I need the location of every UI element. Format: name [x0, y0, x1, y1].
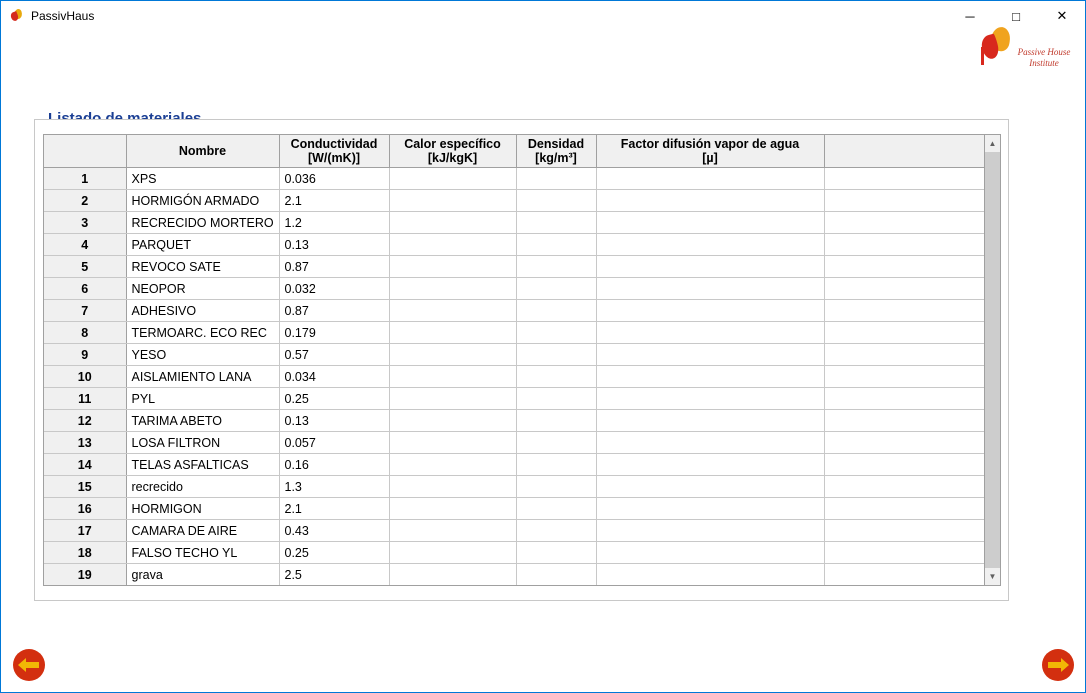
- row-number-cell[interactable]: 13: [44, 432, 126, 454]
- cell-calor-especifico[interactable]: [389, 388, 516, 410]
- cell-nombre[interactable]: grava: [126, 564, 279, 586]
- cell-nombre[interactable]: TELAS ASFALTICAS: [126, 454, 279, 476]
- vertical-scrollbar[interactable]: [984, 134, 1001, 586]
- cell-calor-especifico[interactable]: [389, 432, 516, 454]
- table-row[interactable]: [44, 454, 984, 476]
- table-row[interactable]: [44, 344, 984, 366]
- row-number-cell[interactable]: 2: [44, 190, 126, 212]
- table-row[interactable]: [44, 410, 984, 432]
- table-header-row: [44, 135, 984, 168]
- column-header-factor-line1: Factor difusión vapor de agua: [620, 137, 800, 151]
- cell-nombre[interactable]: NEOPOR: [126, 278, 279, 300]
- cell-conductividad[interactable]: 2.1: [279, 190, 389, 212]
- cell-calor-especifico[interactable]: [389, 190, 516, 212]
- cell-factor-difusion[interactable]: [596, 190, 824, 212]
- cell-filler: [824, 300, 984, 322]
- cell-factor-difusion[interactable]: [596, 476, 824, 498]
- logo-text-line1: Passive House: [1017, 47, 1071, 57]
- cell-conductividad[interactable]: 1.2: [279, 212, 389, 234]
- cell-factor-difusion[interactable]: [596, 234, 824, 256]
- row-number-cell[interactable]: 11: [44, 388, 126, 410]
- table-row[interactable]: [44, 322, 984, 344]
- cell-factor-difusion[interactable]: [596, 454, 824, 476]
- cell-factor-difusion[interactable]: [596, 278, 824, 300]
- row-number-cell[interactable]: 6: [44, 278, 126, 300]
- row-number-cell[interactable]: 10: [44, 366, 126, 388]
- materials-group-box: [34, 119, 1009, 601]
- cell-nombre[interactable]: AISLAMIENTO LANA: [126, 366, 279, 388]
- cell-filler: [824, 234, 984, 256]
- scroll-up-icon[interactable]: ▲: [985, 135, 1000, 152]
- cell-filler: [824, 388, 984, 410]
- cell-densidad[interactable]: [516, 432, 596, 454]
- table-row[interactable]: [44, 432, 984, 454]
- cell-conductividad[interactable]: 2.5: [279, 564, 389, 586]
- maximize-button[interactable]: □: [1012, 8, 1020, 24]
- column-header-calor-line1: Calor específico: [404, 137, 501, 151]
- next-arrow-button[interactable]: [1042, 649, 1074, 681]
- cell-conductividad[interactable]: 0.16: [279, 454, 389, 476]
- cell-calor-especifico[interactable]: [389, 542, 516, 564]
- cell-calor-especifico[interactable]: [389, 256, 516, 278]
- cell-filler: [824, 366, 984, 388]
- cell-densidad[interactable]: [516, 476, 596, 498]
- cell-conductividad[interactable]: 0.57: [279, 344, 389, 366]
- cell-nombre[interactable]: recrecido: [126, 476, 279, 498]
- materials-table: [44, 135, 984, 586]
- cell-factor-difusion[interactable]: [596, 520, 824, 542]
- table-row[interactable]: [44, 234, 984, 256]
- column-header-conductividad-line1: Conductividad: [290, 137, 378, 151]
- cell-factor-difusion[interactable]: [596, 256, 824, 278]
- cell-nombre[interactable]: HORMIGON: [126, 498, 279, 520]
- cell-filler: [824, 520, 984, 542]
- table-row[interactable]: [44, 564, 984, 586]
- cell-conductividad[interactable]: 0.13: [279, 410, 389, 432]
- cell-conductividad[interactable]: 0.13: [279, 234, 389, 256]
- column-header-nombre[interactable]: Nombre: [126, 135, 279, 168]
- cell-factor-difusion[interactable]: [596, 542, 824, 564]
- cell-filler: [824, 432, 984, 454]
- cell-calor-especifico[interactable]: [389, 476, 516, 498]
- cell-calor-especifico[interactable]: [389, 410, 516, 432]
- cell-calor-especifico[interactable]: [389, 212, 516, 234]
- title-bar: [1, 1, 1085, 31]
- table-row[interactable]: [44, 212, 984, 234]
- cell-factor-difusion[interactable]: [596, 300, 824, 322]
- cell-factor-difusion[interactable]: [596, 322, 824, 344]
- table-row[interactable]: [44, 278, 984, 300]
- cell-calor-especifico[interactable]: [389, 168, 516, 190]
- row-number-cell[interactable]: 14: [44, 454, 126, 476]
- row-number-cell[interactable]: 1: [44, 168, 126, 190]
- cell-densidad[interactable]: [516, 168, 596, 190]
- logo-text-line2: Institute: [1029, 58, 1059, 68]
- cell-filler: [824, 542, 984, 564]
- cell-nombre[interactable]: TARIMA ABETO: [126, 410, 279, 432]
- column-header-densidad-line2: [kg/m³]: [535, 151, 577, 165]
- cell-conductividad[interactable]: 0.25: [279, 542, 389, 564]
- cell-conductividad[interactable]: 0.036: [279, 168, 389, 190]
- cell-nombre[interactable]: LOSA FILTRON: [126, 432, 279, 454]
- cell-densidad[interactable]: [516, 520, 596, 542]
- cell-nombre[interactable]: FALSO TECHO YL: [126, 542, 279, 564]
- passive-house-institute-logo: [979, 27, 1075, 83]
- cell-calor-especifico[interactable]: [389, 322, 516, 344]
- row-number-cell[interactable]: 3: [44, 212, 126, 234]
- left-arrow-icon: [18, 657, 40, 673]
- cell-factor-difusion[interactable]: [596, 168, 824, 190]
- column-header-row-number[interactable]: [44, 135, 126, 168]
- cell-conductividad[interactable]: 0.034: [279, 366, 389, 388]
- cell-densidad[interactable]: [516, 190, 596, 212]
- scrollbar-thumb[interactable]: [985, 152, 1000, 572]
- column-header-calor-especifico[interactable]: [389, 135, 516, 168]
- cell-filler: [824, 564, 984, 586]
- cell-nombre[interactable]: YESO: [126, 344, 279, 366]
- cell-calor-especifico[interactable]: [389, 278, 516, 300]
- row-number-cell[interactable]: 9: [44, 344, 126, 366]
- cell-conductividad[interactable]: 0.25: [279, 388, 389, 410]
- cell-conductividad[interactable]: 2.1: [279, 498, 389, 520]
- minimize-button[interactable]: ─: [965, 8, 975, 24]
- cell-factor-difusion[interactable]: [596, 564, 824, 586]
- cell-calor-especifico[interactable]: [389, 344, 516, 366]
- cell-nombre[interactable]: ADHESIVO: [126, 300, 279, 322]
- cell-nombre[interactable]: XPS: [126, 168, 279, 190]
- row-number-cell[interactable]: 15: [44, 476, 126, 498]
- cell-nombre[interactable]: CAMARA DE AIRE: [126, 520, 279, 542]
- cell-calor-especifico[interactable]: [389, 564, 516, 586]
- materials-grid[interactable]: [43, 134, 984, 586]
- close-button[interactable]: ✕: [1056, 8, 1068, 23]
- table-row[interactable]: [44, 168, 984, 190]
- cell-nombre[interactable]: REVOCO SATE: [126, 256, 279, 278]
- cell-filler: [824, 498, 984, 520]
- row-number-cell[interactable]: 5: [44, 256, 126, 278]
- cell-calor-especifico[interactable]: [389, 498, 516, 520]
- cell-densidad[interactable]: [516, 234, 596, 256]
- cell-factor-difusion[interactable]: [596, 366, 824, 388]
- cell-calor-especifico[interactable]: [389, 366, 516, 388]
- cell-filler: [824, 454, 984, 476]
- cell-factor-difusion[interactable]: [596, 432, 824, 454]
- cell-conductividad[interactable]: 0.43: [279, 520, 389, 542]
- cell-conductividad[interactable]: 0.87: [279, 256, 389, 278]
- cell-calor-especifico[interactable]: [389, 520, 516, 542]
- row-number-cell[interactable]: 16: [44, 498, 126, 520]
- logo-mark-icon: [979, 27, 1013, 65]
- cell-factor-difusion[interactable]: [596, 344, 824, 366]
- row-number-cell[interactable]: 18: [44, 542, 126, 564]
- column-header-factor-line2: [µ]: [702, 151, 718, 165]
- cell-conductividad[interactable]: 0.179: [279, 322, 389, 344]
- cell-densidad[interactable]: [516, 564, 596, 586]
- row-number-cell[interactable]: 17: [44, 520, 126, 542]
- row-number-cell[interactable]: 8: [44, 322, 126, 344]
- cell-densidad[interactable]: [516, 212, 596, 234]
- column-header-filler: [824, 135, 984, 168]
- cell-densidad[interactable]: [516, 344, 596, 366]
- column-header-factor-difusion[interactable]: [596, 135, 824, 168]
- table-row[interactable]: [44, 256, 984, 278]
- table-body: [44, 168, 984, 586]
- column-header-densidad[interactable]: [516, 135, 596, 168]
- cell-densidad[interactable]: [516, 542, 596, 564]
- cell-densidad[interactable]: [516, 322, 596, 344]
- cell-densidad[interactable]: [516, 256, 596, 278]
- cell-filler: [824, 278, 984, 300]
- right-arrow-icon: [1047, 657, 1069, 673]
- cell-nombre[interactable]: PARQUET: [126, 234, 279, 256]
- cell-factor-difusion[interactable]: [596, 212, 824, 234]
- table-row[interactable]: [44, 520, 984, 542]
- cell-nombre[interactable]: TERMOARC. ECO REC: [126, 322, 279, 344]
- cell-densidad[interactable]: [516, 366, 596, 388]
- cell-calor-especifico[interactable]: [389, 300, 516, 322]
- column-header-densidad-line1: Densidad: [527, 137, 585, 151]
- cell-filler: [824, 476, 984, 498]
- cell-nombre[interactable]: PYL: [126, 388, 279, 410]
- passivhaus-icon: [9, 8, 25, 24]
- cell-calor-especifico[interactable]: [389, 234, 516, 256]
- cell-densidad[interactable]: [516, 278, 596, 300]
- cell-conductividad[interactable]: 0.87: [279, 300, 389, 322]
- row-number-cell[interactable]: 12: [44, 410, 126, 432]
- cell-calor-especifico[interactable]: [389, 454, 516, 476]
- scroll-down-icon[interactable]: ▼: [985, 568, 1000, 585]
- column-header-conductividad-line2: [W/(mK)]: [307, 151, 361, 165]
- table-row[interactable]: [44, 300, 984, 322]
- cell-conductividad[interactable]: 0.032: [279, 278, 389, 300]
- column-header-conductividad[interactable]: [279, 135, 389, 168]
- materials-grid-wrapper: [43, 134, 1001, 586]
- table-row[interactable]: [44, 388, 984, 410]
- row-number-cell[interactable]: 19: [44, 564, 126, 586]
- cell-conductividad[interactable]: 1.3: [279, 476, 389, 498]
- cell-filler: [824, 322, 984, 344]
- cell-nombre[interactable]: HORMIGÓN ARMADO: [126, 190, 279, 212]
- row-number-cell[interactable]: 7: [44, 300, 126, 322]
- cell-filler: [824, 344, 984, 366]
- back-arrow-button[interactable]: [13, 649, 45, 681]
- cell-densidad[interactable]: [516, 300, 596, 322]
- table-row[interactable]: [44, 366, 984, 388]
- cell-filler: [824, 168, 984, 190]
- row-number-cell[interactable]: 4: [44, 234, 126, 256]
- window-title: PassivHaus: [31, 8, 95, 23]
- logo-text: [1013, 47, 1075, 69]
- column-header-calor-line2: [kJ/kgK]: [427, 151, 478, 165]
- cell-densidad[interactable]: [516, 498, 596, 520]
- cell-densidad[interactable]: [516, 454, 596, 476]
- cell-factor-difusion[interactable]: [596, 410, 824, 432]
- table-row[interactable]: [44, 498, 984, 520]
- table-row[interactable]: [44, 190, 984, 212]
- cell-densidad[interactable]: [516, 388, 596, 410]
- table-row[interactable]: [44, 542, 984, 564]
- cell-factor-difusion[interactable]: [596, 388, 824, 410]
- cell-factor-difusion[interactable]: [596, 498, 824, 520]
- cell-filler: [824, 256, 984, 278]
- cell-nombre[interactable]: RECRECIDO MORTERO: [126, 212, 279, 234]
- cell-filler: [824, 212, 984, 234]
- cell-filler: [824, 190, 984, 212]
- cell-densidad[interactable]: [516, 410, 596, 432]
- table-row[interactable]: [44, 476, 984, 498]
- cell-conductividad[interactable]: 0.057: [279, 432, 389, 454]
- cell-filler: [824, 410, 984, 432]
